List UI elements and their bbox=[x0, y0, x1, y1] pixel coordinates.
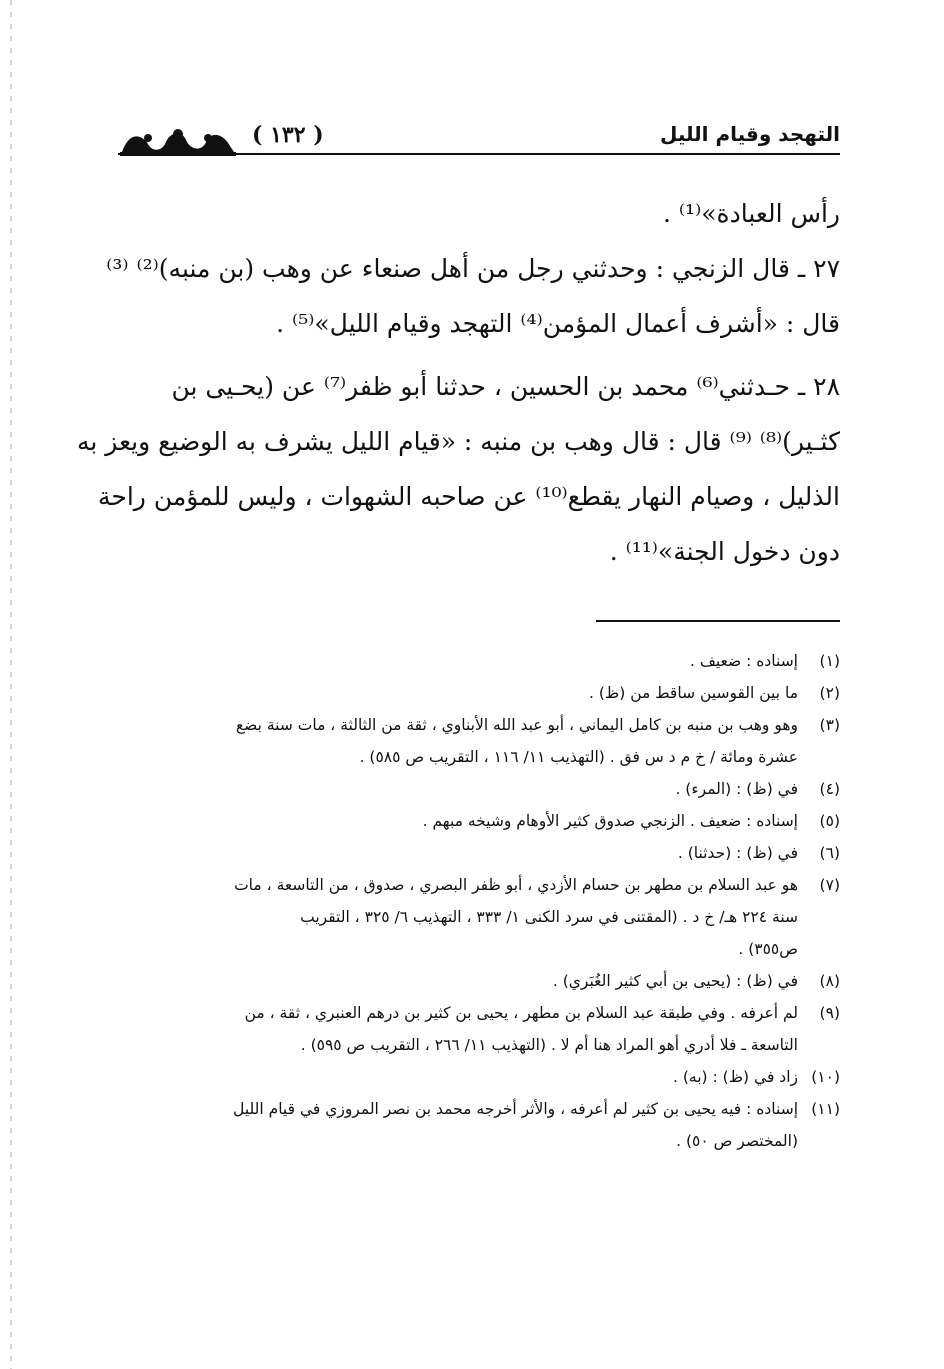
footnote-text: إسناده : ضعيف . الزنجي صدوق كثير الأوهام وشيخه مبهم . bbox=[422, 812, 798, 830]
header-rule bbox=[118, 153, 840, 155]
text-line: دون دخول الجنة»⁽¹¹⁾ . bbox=[609, 537, 840, 566]
page-header bbox=[118, 112, 840, 168]
main-text bbox=[76, 186, 840, 579]
footnote-number: (٢) bbox=[819, 684, 840, 702]
footnote-number: (١١) bbox=[811, 1100, 840, 1118]
footnote-text: في (ظ) : (المرء) . bbox=[675, 780, 798, 798]
footnote-number: (٣) bbox=[819, 716, 840, 734]
footnote-text: (المختصر ص ٥٠) . bbox=[676, 1132, 798, 1150]
footnote-text: هو عبد السلام بن مطهر بن حسام الأزدي ، أبو ظفر البصري ، صدوق ، من التاسعة ، مات bbox=[234, 876, 798, 894]
footnotes bbox=[118, 645, 840, 1157]
ornament-icon bbox=[118, 122, 238, 162]
footnote-text: ما بين القوسين ساقط من (ظ) . bbox=[588, 684, 798, 702]
footnote-text: في (ظ) : (يحيى بن أبي كثير الغُبَري) . bbox=[552, 972, 798, 990]
footnote bbox=[118, 677, 840, 709]
footnote-text: سنة ٢٢٤ هـ/ خ د . (المقتنى في سرد الكنى ١/ ٣٣٣ ، التهذيب ٦/ ٣٢٥ ، التقريب bbox=[300, 908, 798, 926]
text-line: كثـير)⁽⁸⁾ ⁽⁹⁾ قال : قال وهب بن منبه : «قيام الليل يشرف به الوضيع ويعز به bbox=[76, 427, 840, 456]
footnote bbox=[118, 805, 840, 837]
footnote bbox=[118, 1061, 840, 1093]
footnote bbox=[118, 1093, 840, 1157]
footnote-text: عشرة ومائة / خ م د س فق . (التهذيب ١١/ ١١٦ ، التقريب ص ٥٨٥) . bbox=[359, 748, 798, 766]
footnote-text: لم أعرفه . وفي طبقة عبد السلام بن مطهر ، يحيى بن كثير بن درهم العنبري ، ثقة ، من bbox=[244, 1004, 798, 1022]
footnote bbox=[118, 869, 840, 965]
footnote-number: (٦) bbox=[819, 844, 840, 862]
footnote-number: (٧) bbox=[819, 876, 840, 894]
footnote-number: (٨) bbox=[819, 972, 840, 990]
footnote bbox=[118, 773, 840, 805]
footnote-number: (١) bbox=[819, 652, 840, 670]
footnote bbox=[118, 645, 840, 677]
paragraph-gap bbox=[118, 351, 840, 359]
footnote-number: (٩) bbox=[819, 1004, 840, 1022]
text-line: رأس العبادة»⁽¹⁾ . bbox=[662, 199, 840, 228]
footnote-text: وهو وهب بن منبه بن كامل اليماني ، أبو عبد الله الأبناوي ، ثقة من الثالثة ، مات سنة بضع bbox=[235, 716, 798, 734]
text-line: الذليل ، وصيام النهار يقطع⁽¹⁰⁾ عن صاحبه الشهوات ، وليس للمؤمن راحة bbox=[98, 482, 840, 511]
text-line: ٢٧ ـ قال الزنجي : وحدثني رجل من أهل صنعاء عن وهب (بن منبه)⁽²⁾ ⁽³⁾ bbox=[106, 254, 840, 283]
footnote bbox=[118, 709, 840, 773]
scan-edge-marks bbox=[10, 0, 14, 1369]
page-number: ( ١٣٢ ) bbox=[252, 122, 324, 148]
footnote-separator bbox=[596, 620, 840, 622]
running-title: التهجد وقيام الليل bbox=[659, 122, 840, 146]
footnote-number: (٥) bbox=[819, 812, 840, 830]
text-line: قال : «أشرف أعمال المؤمن⁽⁴⁾ التهجد وقيام الليل»⁽⁵⁾ . bbox=[276, 309, 840, 338]
footnote-number: (١٠) bbox=[811, 1068, 840, 1086]
footnote-text: إسناده : فيه يحيى بن كثير لم أعرفه ، والأثر أخرجه محمد بن نصر المروزي في قيام الليل bbox=[233, 1100, 798, 1118]
footnote bbox=[118, 965, 840, 997]
footnote-number: (٤) bbox=[819, 780, 840, 798]
footnote bbox=[118, 997, 840, 1061]
footnote-text: زاد في (ظ) : (به) . bbox=[673, 1068, 798, 1086]
footnote-text: في (ظ) : (حدثنا) . bbox=[677, 844, 798, 862]
footnote-text: إسناده : ضعيف . bbox=[689, 652, 798, 670]
footnote bbox=[118, 837, 840, 869]
footnote-text: ص٣٥٥) . bbox=[738, 940, 798, 958]
text-line: ٢٨ ـ حـدثني⁽⁶⁾ محمد بن الحسين ، حدثنا أبو ظفر⁽⁷⁾ عن (يحـيى بن bbox=[171, 372, 840, 401]
footnote-text: التاسعة ـ فلا أدري أهو المراد هنا أم لا . (التهذيب ١١/ ٢٦٦ ، التقريب ص ٥٩٥) . bbox=[300, 1036, 798, 1054]
